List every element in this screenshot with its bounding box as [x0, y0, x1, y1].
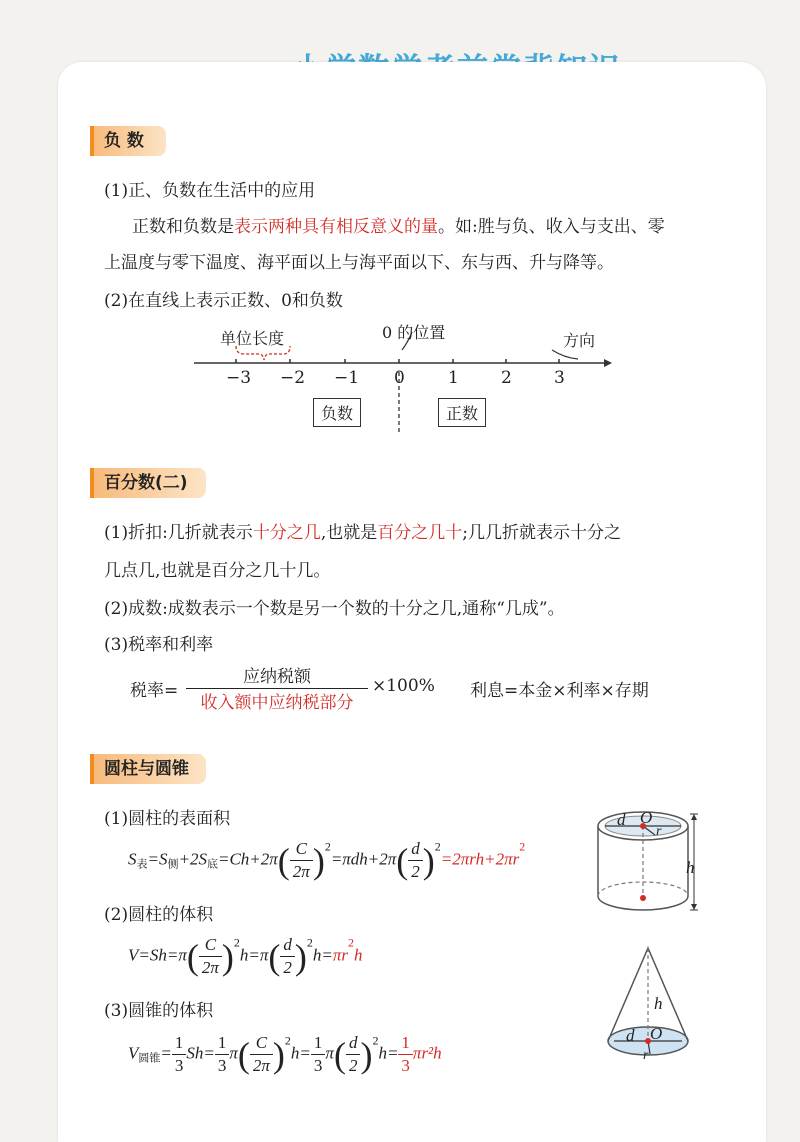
- s2-p1-red2: 百分之几十: [377, 523, 463, 543]
- s2-p2: (2)成数:成数表示一个数是另一个数的十分之几,通称“几成”。: [104, 599, 565, 619]
- cylinder-volume-formula: V=Sh=π( $\frac{C}{2\pi}$ )$^2$h=π( $\frac{d}{2}$ )$^2h=\pi r^2h$: [128, 935, 363, 977]
- f3-sq2: 2: [372, 1033, 379, 1048]
- f1-mid2: =Ch+2π: [217, 849, 278, 869]
- s1-p1-line2: 上温度与零下温度、海平面以上与海平面以下、东与西、升与降等。: [104, 253, 614, 273]
- f1-frac-den: 2π: [292, 862, 310, 881]
- cone-label-d: d: [626, 1026, 635, 1045]
- s1-p2-title: (2)在直线上表示正数、0和负数: [104, 291, 343, 311]
- cone-diagram: [600, 944, 700, 1070]
- s2-p1-a: (1)折扣:几折就表示: [104, 523, 253, 543]
- f1-frac-num: C: [290, 838, 313, 861]
- f3-pi: π: [229, 1043, 238, 1063]
- f3-frac5-den: 2: [348, 1056, 358, 1075]
- section-heading-negative-numbers: 负 数: [90, 126, 166, 156]
- s2-p1-red1: 十分之几: [252, 523, 321, 543]
- f2-sq2: 2: [306, 935, 313, 950]
- cone-label-h: h: [654, 994, 663, 1013]
- f2-lhs: V=Sh=π: [128, 945, 187, 965]
- f3-frac4-num: 1: [311, 1032, 326, 1055]
- cylinder-label-o: O: [640, 808, 653, 827]
- negative-numbers-box: 负数: [313, 398, 361, 427]
- f3-frac-num: 1: [172, 1032, 187, 1055]
- cylinder-label-d: d: [617, 810, 626, 829]
- cylinder-label-h: h: [686, 858, 695, 877]
- f1-mid3: =πdh+2π: [330, 849, 397, 869]
- positive-numbers-box: 正数: [438, 398, 486, 427]
- cone-label-o: O: [650, 1024, 663, 1043]
- s2-p1-line1: [104, 518, 621, 543]
- cone-label-r: r: [643, 1048, 649, 1063]
- s2-p1-line2: 几点几,也就是百分之几十几。: [104, 561, 331, 581]
- f2-red-h: h: [354, 945, 363, 965]
- cone-volume-formula: $V_{圆锥}=$ $\frac{1}{3}$ Sh= $\frac{1}{3}$ π( $\frac{C}{2\pi}$ )$^2$h= $\frac{1}{3}$ π( $\frac{d}{2}$ )$^2$h= $\frac{1}{3}$ πr²h: [128, 1033, 442, 1075]
- f3-eq: =: [160, 1043, 172, 1063]
- f3-h: h=: [290, 1043, 311, 1063]
- f2-frac-den: 2π: [201, 958, 219, 977]
- section-heading-percent: 百分数(二): [90, 468, 206, 498]
- f3-v: V: [128, 1043, 139, 1063]
- f1-sq2: 2: [434, 839, 441, 854]
- tick-label: −3: [226, 368, 252, 388]
- tax-rate-rhs: ×100%: [372, 676, 435, 696]
- f3-frac-den: 3: [174, 1056, 184, 1075]
- f1-s: S: [128, 849, 137, 869]
- f1-sub3: 底: [206, 858, 218, 871]
- f1-sub2: 侧: [167, 858, 179, 871]
- f3-red-frac-den: 3: [401, 1056, 410, 1075]
- s1-p1-a: 正数和负数是: [132, 217, 234, 237]
- unit-length-label: 单位长度: [220, 329, 285, 348]
- tick-label: 2: [501, 368, 512, 388]
- f3-red-frac-num: 1: [398, 1032, 413, 1055]
- f2-red: πr: [332, 945, 349, 965]
- f2-frac2-den: 2: [283, 958, 292, 977]
- f3-frac3-num: C: [250, 1032, 273, 1055]
- s3-p1: (1)圆柱的表面积: [104, 809, 231, 829]
- s3-p3: (3)圆锥的体积: [104, 1001, 214, 1021]
- s1-p1-b: 。如:胜与负、收入与支出、零: [438, 217, 665, 237]
- f3-sq: 2: [284, 1033, 291, 1048]
- tax-rate-numerator: 应纳税额: [186, 666, 368, 689]
- f3-h2: h=: [378, 1043, 399, 1063]
- f3-frac3-den: 2π: [252, 1056, 270, 1075]
- f1-mid1: +2S: [178, 849, 207, 869]
- tick-label: −1: [334, 368, 360, 388]
- tick-label: 0: [394, 368, 405, 388]
- tick-label: 3: [554, 368, 565, 388]
- f3-red-tail: πr²h: [412, 1043, 442, 1063]
- direction-pointer-arrow: [552, 350, 578, 359]
- f3-sub: 圆锥: [138, 1052, 161, 1065]
- f1-frac2-den: 2: [411, 862, 420, 881]
- f1-eq1: =S: [147, 849, 168, 869]
- f1-sub1: 表: [136, 858, 148, 871]
- f2-sq: 2: [233, 935, 240, 950]
- s3-p2: (2)圆柱的体积: [104, 905, 214, 925]
- f3-frac4-den: 3: [313, 1056, 323, 1075]
- direction-label: 方向: [563, 331, 596, 350]
- tick-label: 1: [448, 368, 459, 388]
- f3-frac5-num: d: [346, 1032, 361, 1055]
- s2-p1-b: ,也就是: [320, 523, 378, 543]
- f2-frac2-num: d: [280, 934, 295, 957]
- s2-p1-c: ;几几折就表示十分之: [462, 523, 621, 543]
- s1-p1-title: (1)正、负数在生活中的应用: [104, 181, 316, 201]
- f1-sq: 2: [324, 839, 331, 854]
- s2-p3: (3)税率和利率: [104, 635, 214, 655]
- axis-arrow: [604, 359, 612, 367]
- s1-p1-red: 表示两种具有相反意义的量: [234, 217, 438, 237]
- cylinder-label-r: r: [656, 824, 662, 839]
- f1-red-sq: 2: [519, 839, 526, 854]
- f2-h2: h=: [312, 945, 333, 965]
- f3-frac2-num: 1: [215, 1032, 230, 1055]
- f3-sh: Sh=: [186, 1043, 215, 1063]
- cylinder-surface-formula: $S_表=S_侧+2S_底=Ch+2\pi$( $\frac{C}{2\pi}$ )$^2$=πdh+2π( $\frac{d}{2}$ )$^2=2\pi rh+2\pi r^2$: [128, 839, 526, 881]
- f3-frac2-den: 3: [217, 1056, 227, 1075]
- f2-red-sq: 2: [348, 935, 355, 950]
- tax-rate-denominator: 收入额中应纳税部分: [200, 693, 354, 713]
- f1-red-result: =2πrh+2πr: [440, 849, 520, 869]
- f1-frac2-num: d: [408, 838, 423, 861]
- s1-p1-line1: [132, 212, 665, 237]
- tax-rate-lhs: 税率=: [130, 681, 179, 701]
- interest-formula: 利息=本金×利率×存期: [470, 681, 649, 701]
- tick-label: −2: [280, 368, 306, 388]
- f3-pi2: π: [325, 1043, 334, 1063]
- zero-position-label: 0 的位置: [382, 323, 446, 342]
- section-heading-cylinder-cone: 圆柱与圆锥: [90, 754, 206, 784]
- f2-h1: h=π: [239, 945, 269, 965]
- f2-frac-num: C: [199, 934, 222, 957]
